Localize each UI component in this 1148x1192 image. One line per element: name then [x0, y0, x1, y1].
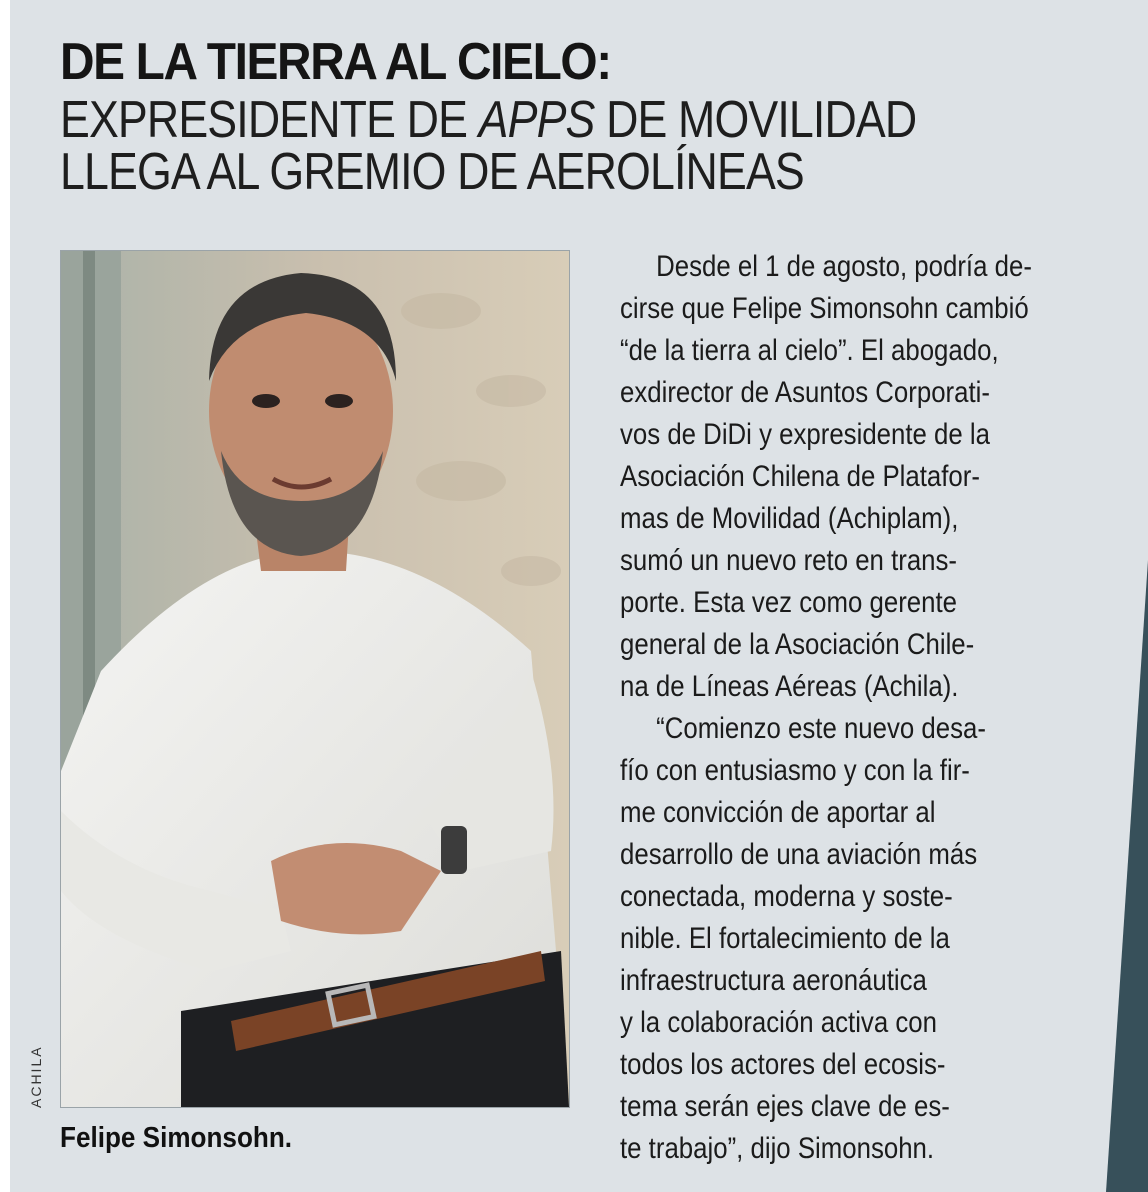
- article-body: [620, 246, 1100, 1170]
- article-line: general de la Asociación Chile-: [620, 628, 975, 661]
- article-line: todos los actores del ecosis-: [620, 1048, 946, 1081]
- portrait-illustration: [61, 251, 569, 1107]
- article-line: fío con entusiasmo y con la fir-: [620, 754, 970, 787]
- article-line: Asociación Chilena de Platafor-: [620, 460, 980, 493]
- article-line: sumó un nuevo reto en trans-: [620, 544, 958, 577]
- headline-line-3: LLEGA AL GREMIO DE AEROLÍNEAS: [60, 143, 804, 201]
- article-line: me convicción de aportar al: [620, 796, 936, 829]
- headline-line-2-end: DE MOVILIDAD: [594, 91, 917, 149]
- article-line: mas de Movilidad (Achiplam),: [620, 502, 959, 535]
- article-line: porte. Esta vez como gerente: [620, 586, 958, 619]
- article-line: te trabajo”, dijo Simonsohn.: [620, 1132, 935, 1165]
- article-line: nible. El fortalecimiento de la: [620, 922, 950, 955]
- article-line: y la colaboración activa con: [620, 1006, 937, 1039]
- article-line: na de Líneas Aéreas (Achila).: [620, 670, 959, 703]
- article-line: exdirector de Asuntos Corporati-: [620, 376, 990, 409]
- photo-caption: Felipe Simonsohn.: [60, 1122, 293, 1154]
- article-line: “de la tierra al cielo”. El abogado,: [620, 334, 999, 367]
- page-edge: [0, 0, 10, 1192]
- article-line: vos de DiDi y expresidente de la: [620, 418, 991, 451]
- headline-line-2: [60, 91, 972, 149]
- article-line: infraestructura aeronáutica: [620, 964, 927, 997]
- article-line: Desde el 1 de agosto, podría de-: [656, 250, 1032, 283]
- headline-kicker: DE LA TIERRA AL CIELO:: [60, 33, 611, 91]
- article-line: desarrollo de una aviación más: [620, 838, 978, 871]
- headline-italic-word: APPS: [478, 91, 595, 149]
- article-line: conectada, moderna y soste-: [620, 880, 953, 913]
- article-line: tema serán ejes clave de es-: [620, 1090, 950, 1123]
- photo-credit: ACHILA: [28, 1045, 44, 1108]
- article-line: cirse que Felipe Simonsohn cambió: [620, 292, 1029, 325]
- headline-line-2-start: EXPRESIDENTE DE: [60, 91, 479, 149]
- portrait-photo: [60, 250, 570, 1108]
- article-line: “Comienzo este nuevo desa-: [656, 712, 986, 745]
- headline: [60, 30, 1120, 201]
